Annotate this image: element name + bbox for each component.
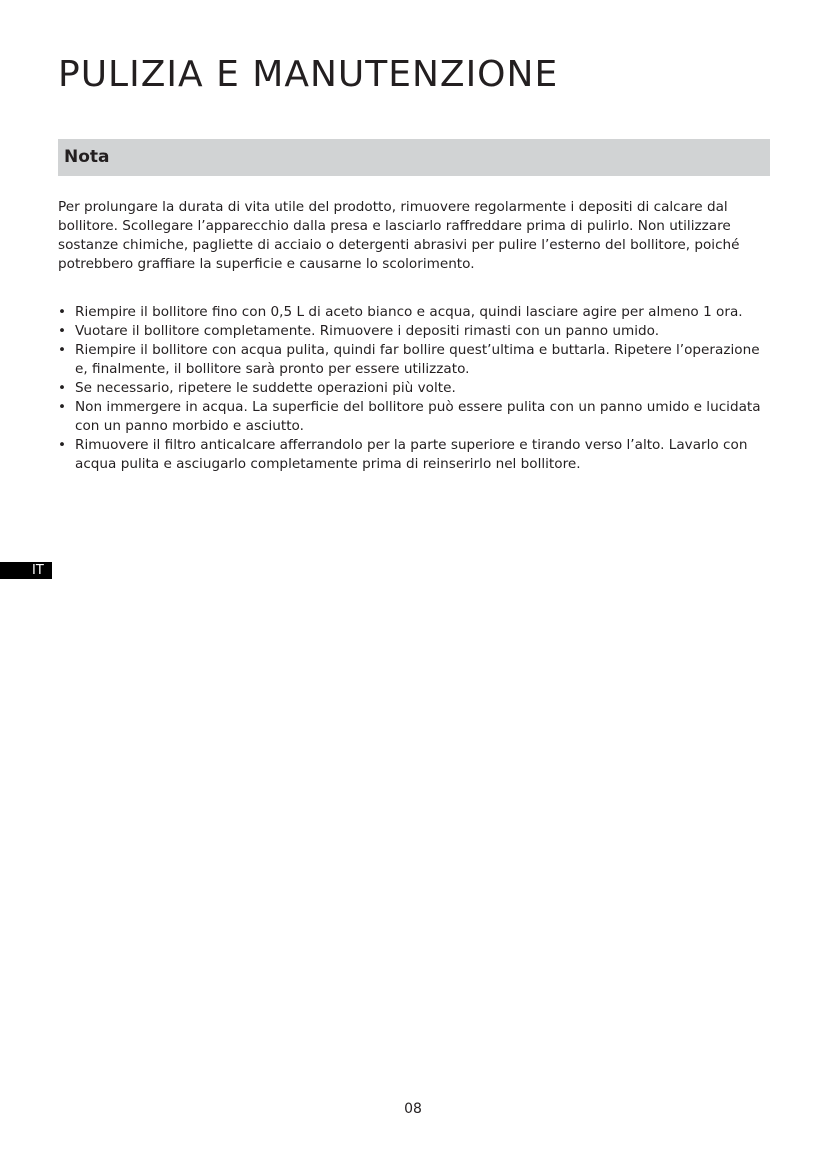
page-number: 08: [404, 1101, 422, 1117]
list-item-text: Rimuovere il filtro anticalcare afferrandolo per la parte superiore e tirando verso l’alto. Lavarlo con acqua pulita e asciugarlo completamente prima di reinserirlo nel bollitore.: [75, 437, 748, 472]
list-item: [58, 303, 770, 322]
list-item: [58, 322, 770, 341]
bullet-icon: •: [58, 380, 67, 396]
note-header-bar: [58, 139, 770, 176]
list-item-text: Riempire il bollitore fino con 0,5 L di aceto bianco e acqua, quindi lasciare agire per almeno 1 ora.: [75, 304, 743, 320]
list-item-text: Vuotare il bollitore completamente. Rimuovere i depositi rimasti con un panno umido.: [75, 323, 660, 339]
note-intro-paragraph: Per prolungare la durata di vita utile del prodotto, rimuovere regolarmente i depositi di calcare dal bollitore. Scollegare l’apparecchio dalla presa e lasciarlo raffreddare prima di pulirlo. Non utilizzare sostanze chimiche, pagliette di acciaio o detergenti abrasivi per pulire l’esterno del bollitore, poiché potrebbero graffiare la superficie e causarne lo scolorimento.: [58, 199, 740, 272]
list-item-text: Non immergere in acqua. La superficie del bollitore può essere pulita con un panno umido e lucidata con un panno morbido e asciutto.: [75, 399, 761, 434]
list-item: [58, 398, 770, 436]
bullet-icon: •: [58, 342, 67, 358]
language-tab: IT: [0, 562, 52, 579]
bullet-icon: •: [58, 399, 67, 415]
cleaning-steps-list: [58, 303, 770, 474]
list-item-text: Riempire il bollitore con acqua pulita, quindi far bollire quest’ultima e buttarla. Ripetere l’operazione e, finalmente, il bollitore sarà pronto per essere utilizzato.: [75, 342, 760, 377]
list-item: [58, 341, 770, 379]
list-item-text: Se necessario, ripetere le suddette operazioni più volte.: [75, 380, 456, 396]
list-item: [58, 379, 770, 398]
note-label: Nota: [64, 147, 110, 167]
page-title: PULIZIA E MANUTENZIONE: [58, 54, 559, 95]
bullet-icon: •: [58, 304, 67, 320]
bullet-icon: •: [58, 437, 67, 453]
bullet-icon: •: [58, 323, 67, 339]
list-item: [58, 436, 770, 474]
